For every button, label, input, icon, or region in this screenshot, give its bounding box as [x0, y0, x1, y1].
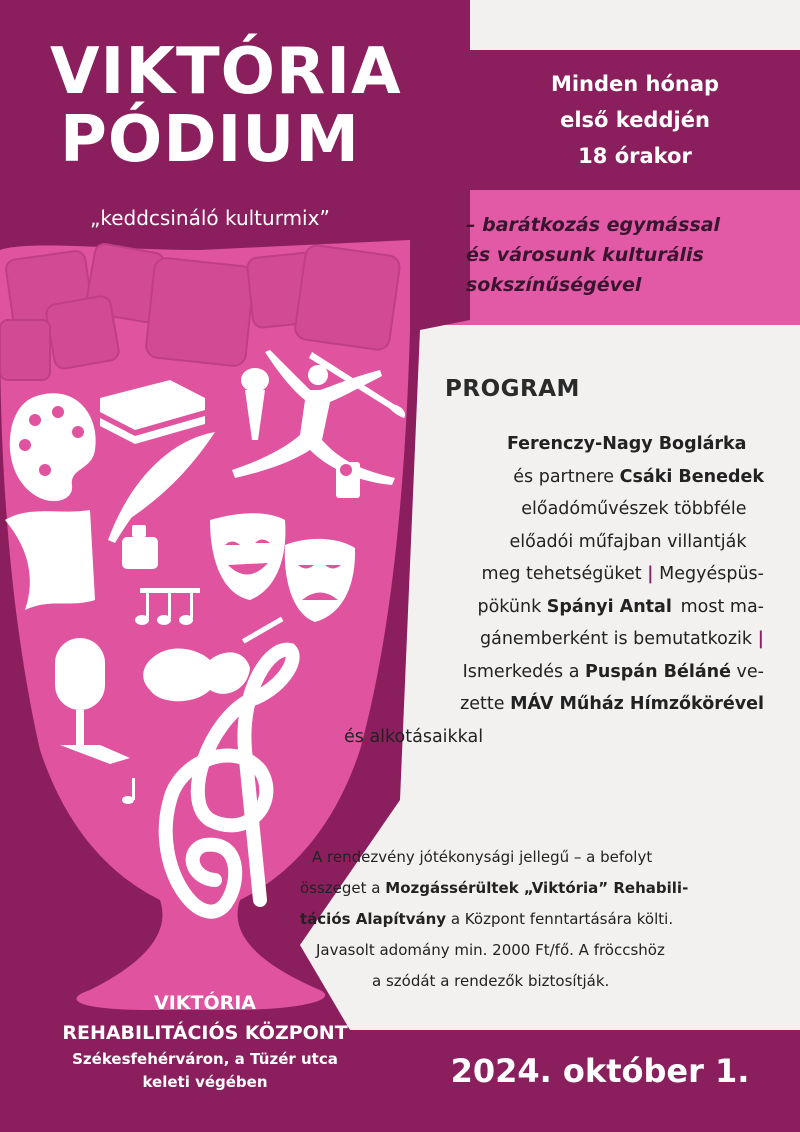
- charity-line-3b: a Központ fenntartására költi.: [450, 910, 674, 928]
- program-line-6b: most ma-: [680, 596, 764, 617]
- schedule-line-1: Minden hónap: [550, 72, 720, 96]
- program-line-9a: zette: [460, 694, 505, 714]
- charity-line-2a: összeget a: [300, 879, 381, 897]
- tagline-line-2: és városunk kulturális: [466, 244, 704, 266]
- program-line-7: gánemberként is bemutatkozik: [480, 629, 753, 649]
- tagline-line-3: sokszínűségével: [466, 274, 642, 296]
- program-line-4: előadói műfajban villantják: [509, 531, 747, 552]
- venue-line-1: VIKTÓRIA: [153, 992, 256, 1014]
- event-subtitle: „keddcsináló kulturmix”: [90, 206, 330, 230]
- event-date: 2024. október 1.: [450, 1052, 750, 1090]
- performer-1: Ferenczy-Nagy Boglárka: [506, 434, 747, 454]
- charity-line-5: a szódát a rendezők biztosítják.: [372, 972, 610, 990]
- leader-name: Puspán Béláné: [585, 661, 731, 682]
- bishop-name: Spányi Antal: [546, 596, 672, 617]
- schedule-line-3: 18 órakor: [578, 144, 692, 168]
- venue-block: [20, 988, 390, 1094]
- foundation-name-2: tációs Alapítvány: [300, 910, 447, 928]
- program-text: [344, 428, 764, 753]
- program-line-8a: Ismerkedés a: [462, 661, 580, 682]
- program-line-6a: pökünk: [477, 596, 542, 617]
- separator-1: |: [647, 564, 654, 584]
- program-line-5b: Megyéspüs-: [659, 564, 764, 584]
- program-and-partner: és partnere: [513, 466, 615, 487]
- performer-2: Csáki Benedek: [619, 466, 764, 487]
- event-title: [50, 35, 430, 177]
- tagline: [466, 210, 796, 300]
- title-line-2: PÓDIUM: [60, 103, 360, 177]
- tagline-line-1: – barátkozás egymással: [466, 214, 721, 236]
- schedule-text: [470, 66, 800, 174]
- charity-line-1: A rendezvény jótékonysági jellegű – a befolyt: [312, 848, 653, 866]
- separator-2: |: [757, 629, 764, 649]
- charity-text: [300, 842, 800, 997]
- venue-line-2: REHABILITÁCIÓS KÖZPONT: [62, 1022, 348, 1044]
- program-line-8b: ve-: [736, 661, 764, 682]
- venue-line-4: keleti végében: [142, 1073, 268, 1091]
- charity-line-4: Javasolt adomány min. 2000 Ft/fő. A fröccshöz: [316, 941, 665, 959]
- club-name: MÁV Műház Hímzőkörével: [510, 694, 764, 714]
- program-line-5a: meg tehetségüket: [481, 564, 642, 584]
- title-line-1: VIKTÓRIA: [50, 35, 402, 109]
- foundation-name-1: Mozgássérültek „Viktória” Rehabili-: [385, 879, 689, 897]
- venue-line-3: Székesfehérváron, a Tüzér utca: [72, 1050, 338, 1068]
- program-heading: PROGRAM: [445, 376, 580, 402]
- program-line-10: és alkotásaikkal: [344, 726, 484, 747]
- schedule-line-2: első keddjén: [560, 108, 710, 132]
- program-line-3: előadóművészek többféle: [521, 499, 747, 519]
